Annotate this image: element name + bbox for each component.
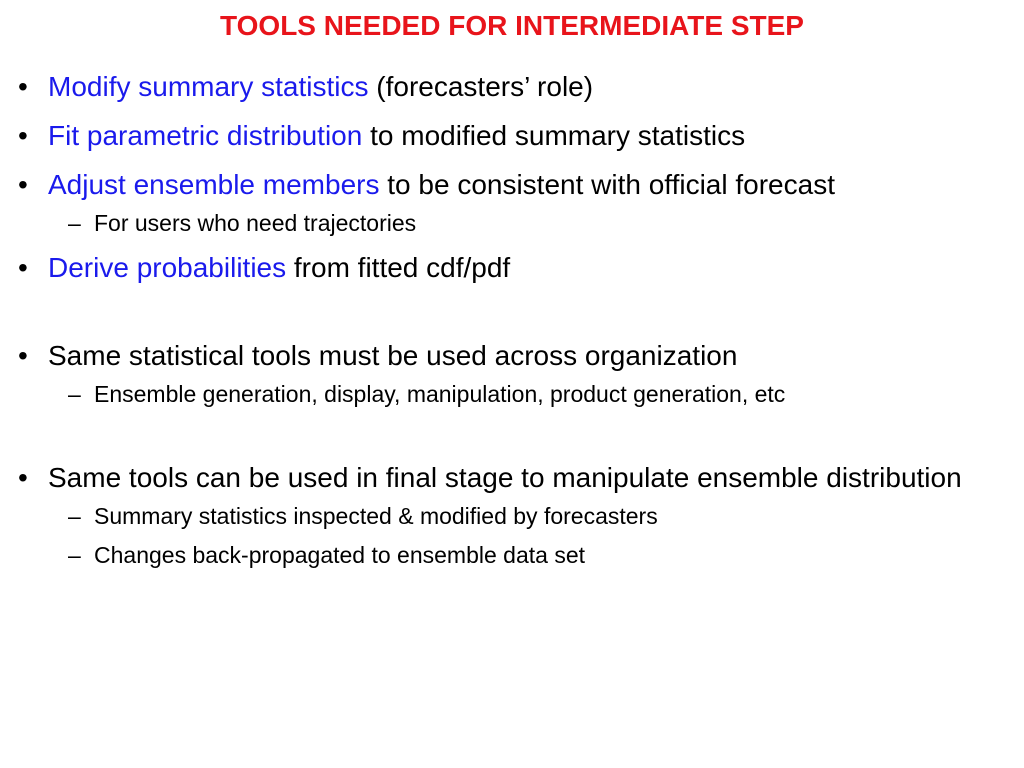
bullet-highlight-text: Fit parametric distribution bbox=[48, 120, 363, 151]
bullet-point-icon: • bbox=[18, 71, 28, 102]
bullet-point-icon: • bbox=[18, 340, 28, 371]
bullet-text: (forecasters’ role) bbox=[368, 71, 594, 102]
dash-icon: – bbox=[68, 381, 81, 407]
bullet-point-icon: • bbox=[18, 462, 28, 493]
sub-bullet-item bbox=[12, 501, 1017, 531]
bullet-highlight-text: Derive probabilities bbox=[48, 252, 287, 283]
sub-bullet-item bbox=[12, 208, 1017, 238]
bullet-highlight-text: Modify summary statistics bbox=[48, 71, 369, 102]
bullet-point-icon: • bbox=[18, 169, 28, 200]
sub-bullet-item bbox=[12, 379, 1017, 409]
dash-icon: – bbox=[68, 542, 81, 568]
sub-bullet-text: Summary statistics inspected & modified by forecasters bbox=[94, 503, 658, 529]
bullet-point-icon: • bbox=[18, 252, 28, 283]
slide-title: TOOLS NEEDED FOR INTERMEDIATE STEP bbox=[220, 10, 804, 41]
bullet-highlight-text: Adjust ensemble members bbox=[48, 169, 380, 200]
dash-icon: – bbox=[68, 503, 81, 529]
bullet-text: Same statistical tools must be used across organization bbox=[48, 340, 738, 371]
sub-bullet-item bbox=[12, 540, 1017, 570]
slide-content bbox=[12, 68, 1017, 581]
sub-bullet-text: Ensemble generation, display, manipulation, product generation, etc bbox=[94, 381, 786, 407]
bullet-item bbox=[12, 68, 1017, 106]
bullet-text: from fitted cdf/pdf bbox=[286, 252, 511, 283]
bullet-text: Same tools can be used in final stage to manipulate ensemble distribution bbox=[48, 462, 962, 493]
spacer bbox=[12, 298, 1017, 337]
bullet-text: to be consistent with official forecast bbox=[379, 169, 835, 200]
bullet-text: to modified summary statistics bbox=[362, 120, 746, 151]
bullet-item bbox=[12, 337, 1017, 375]
sub-bullet-text: Changes back-propagated to ensemble data set bbox=[94, 542, 585, 568]
bullet-item bbox=[12, 117, 1017, 155]
bullet-item bbox=[12, 166, 1017, 204]
spacer bbox=[12, 420, 1017, 459]
dash-icon: – bbox=[68, 210, 81, 236]
bullet-item bbox=[12, 249, 1017, 287]
bullet-item bbox=[12, 459, 1017, 497]
bullet-point-icon: • bbox=[18, 120, 28, 151]
sub-bullet-text: For users who need trajectories bbox=[94, 210, 417, 236]
